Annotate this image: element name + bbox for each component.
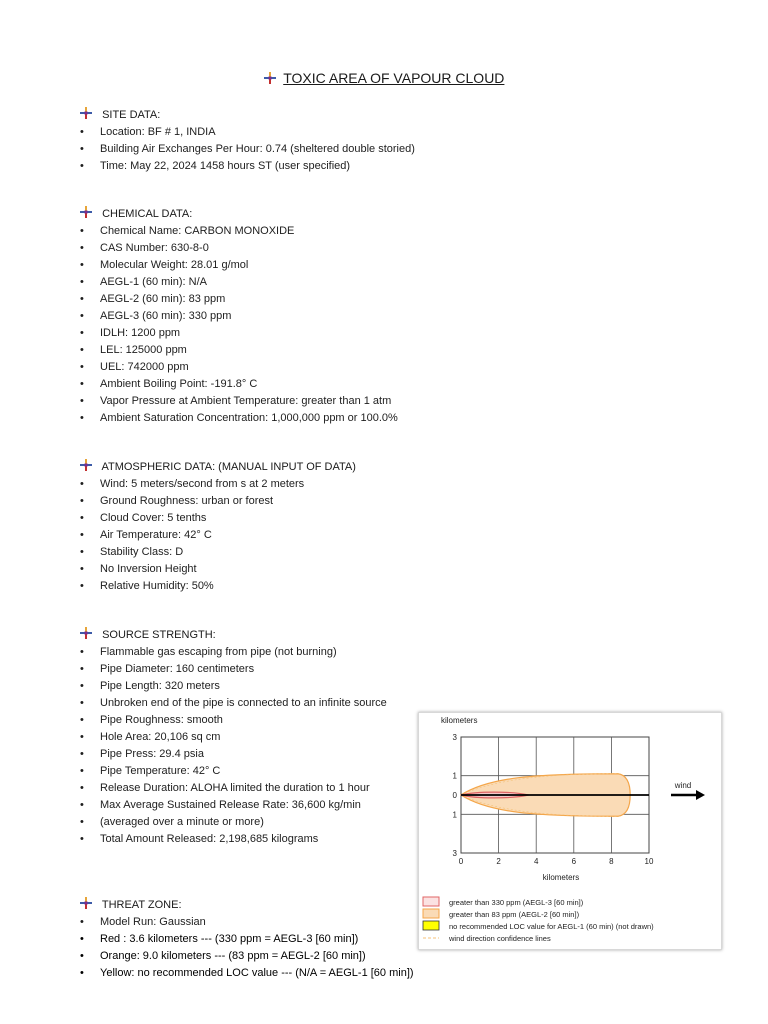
list-item: • AEGL-1 (60 min): N/A: [80, 274, 398, 291]
threat-zone-section: [80, 897, 414, 982]
section-heading: THREAT ZONE:: [80, 897, 414, 914]
threat-zone-chart: [418, 712, 722, 950]
list-item: • LEL: 125000 ppm: [80, 342, 398, 359]
section-heading: SITE DATA:: [80, 107, 415, 124]
list-item: • Total Amount Released: 2,198,685 kilograms: [80, 831, 400, 848]
y-tick-label: 3: [452, 849, 457, 858]
legend: [423, 897, 654, 943]
list-item: • Pipe Diameter: 160 centimeters: [80, 661, 400, 678]
legend-label: no recommended LOC value for AEGL-1 (60 min) (not drawn): [449, 922, 654, 931]
list-item: • No Inversion Height: [80, 561, 356, 578]
x-tick-label: 4: [533, 857, 539, 866]
list-item: • Time: May 22, 2024 1458 hours ST (user specified): [80, 158, 415, 175]
list-item: • Ambient Saturation Concentration: 1,000,000 ppm or 100.0%: [80, 410, 398, 427]
x-axis-label: kilometers: [542, 873, 580, 882]
list-item: • Pipe Temperature: 42° C: [80, 763, 400, 780]
list-item: • Chemical Name: CARBON MONOXIDE: [80, 223, 398, 240]
y-tick-label: 1: [452, 810, 457, 820]
cross-bullet-icon: [264, 72, 276, 84]
y-tick-label: 0: [452, 791, 457, 800]
plot-area: [453, 733, 654, 866]
list-item: • Pipe Press: 29.4 psia: [80, 746, 400, 763]
wind-arrow-icon: [671, 790, 705, 800]
list-item: • Hole Area: 20,106 sq cm: [80, 729, 400, 746]
y-axis-label: kilometers: [441, 716, 478, 725]
chemical-data-section: [80, 206, 398, 427]
x-tick-label: 0: [458, 857, 464, 866]
threat-zone-list: [80, 914, 414, 982]
x-tick-label: 2: [496, 857, 501, 866]
section-heading: ATMOSPHERIC DATA: (MANUAL INPUT OF DATA): [80, 459, 356, 476]
legend-swatch-red: [423, 897, 439, 906]
section-heading: SOURCE STRENGTH:: [80, 627, 400, 644]
source-strength-list: [80, 644, 400, 848]
list-item: • Cloud Cover: 5 tenths: [80, 510, 356, 527]
list-item: • Orange: 9.0 kilometers --- (83 ppm = AEGL-2 [60 min]): [80, 948, 414, 965]
list-item: • Max Average Sustained Release Rate: 36,600 kg/min: [80, 797, 400, 814]
legend-swatch-orange: [423, 909, 439, 918]
atmospheric-data-section: [80, 459, 356, 595]
y-tick-label: 3: [452, 733, 457, 742]
x-tick-label: 10: [644, 857, 654, 866]
list-item: • AEGL-3 (60 min): 330 ppm: [80, 308, 398, 325]
threat-zone-plot: [419, 713, 721, 949]
list-item: • Model Run: Gaussian: [80, 914, 414, 931]
list-item: • Pipe Roughness: smooth: [80, 712, 400, 729]
wind-label: wind: [674, 781, 692, 790]
cross-bullet-icon: [80, 459, 92, 471]
list-item: • AEGL-2 (60 min): 83 ppm: [80, 291, 398, 308]
list-item: • Vapor Pressure at Ambient Temperature: greater than 1 atm: [80, 393, 398, 410]
legend-label: greater than 330 ppm (AEGL-3 [60 min]): [449, 898, 584, 907]
section-heading: CHEMICAL DATA:: [80, 206, 398, 223]
y-tick-label: 1: [452, 771, 457, 781]
cross-bullet-icon: [80, 627, 92, 639]
legend-label: wind direction confidence lines: [449, 934, 551, 943]
list-item: • Relative Humidity: 50%: [80, 578, 356, 595]
list-item: • Ambient Boiling Point: -191.8° C: [80, 376, 398, 393]
list-item: • Stability Class: D: [80, 544, 356, 561]
list-item: • Wind: 5 meters/second from s at 2 meters: [80, 476, 356, 493]
list-item: • CAS Number: 630-8-0: [80, 240, 398, 257]
list-item: • Ground Roughness: urban or forest: [80, 493, 356, 510]
list-item: • Yellow: no recommended LOC value --- (N/A = AEGL-1 [60 min]): [80, 965, 414, 982]
site-data-section: [80, 107, 415, 175]
atmospheric-data-list: [80, 476, 356, 595]
cross-bullet-icon: [80, 897, 92, 909]
list-item: • Air Temperature: 42° C: [80, 527, 356, 544]
list-item: • Location: BF # 1, INDIA: [80, 124, 415, 141]
list-item: • (averaged over a minute or more): [80, 814, 400, 831]
list-item: • UEL: 742000 ppm: [80, 359, 398, 376]
list-item: • IDLH: 1200 ppm: [80, 325, 398, 342]
list-item: • Unbroken end of the pipe is connected to an infinite source: [80, 695, 400, 712]
list-item: • Flammable gas escaping from pipe (not burning): [80, 644, 400, 661]
list-item: • Building Air Exchanges Per Hour: 0.74 (sheltered double storied): [80, 141, 415, 158]
cross-bullet-icon: [80, 107, 92, 119]
x-tick-label: 8: [609, 857, 614, 866]
chemical-data-list: [80, 223, 398, 427]
legend-label: greater than 83 ppm (AEGL-2 [60 min]): [449, 910, 580, 919]
list-item: • Release Duration: ALOHA limited the duration to 1 hour: [80, 780, 400, 797]
cross-bullet-icon: [80, 206, 92, 218]
list-item: • Molecular Weight: 28.01 g/mol: [80, 257, 398, 274]
site-data-list: [80, 124, 415, 175]
legend-swatch-yellow: [423, 921, 439, 930]
x-tick-label: 6: [571, 857, 577, 866]
page-title: TOXIC AREA OF VAPOUR CLOUD: [0, 70, 768, 86]
list-item: • Red : 3.6 kilometers --- (330 ppm = AEGL-3 [60 min]): [80, 931, 414, 948]
source-strength-section: [80, 627, 400, 848]
list-item: • Pipe Length: 320 meters: [80, 678, 400, 695]
